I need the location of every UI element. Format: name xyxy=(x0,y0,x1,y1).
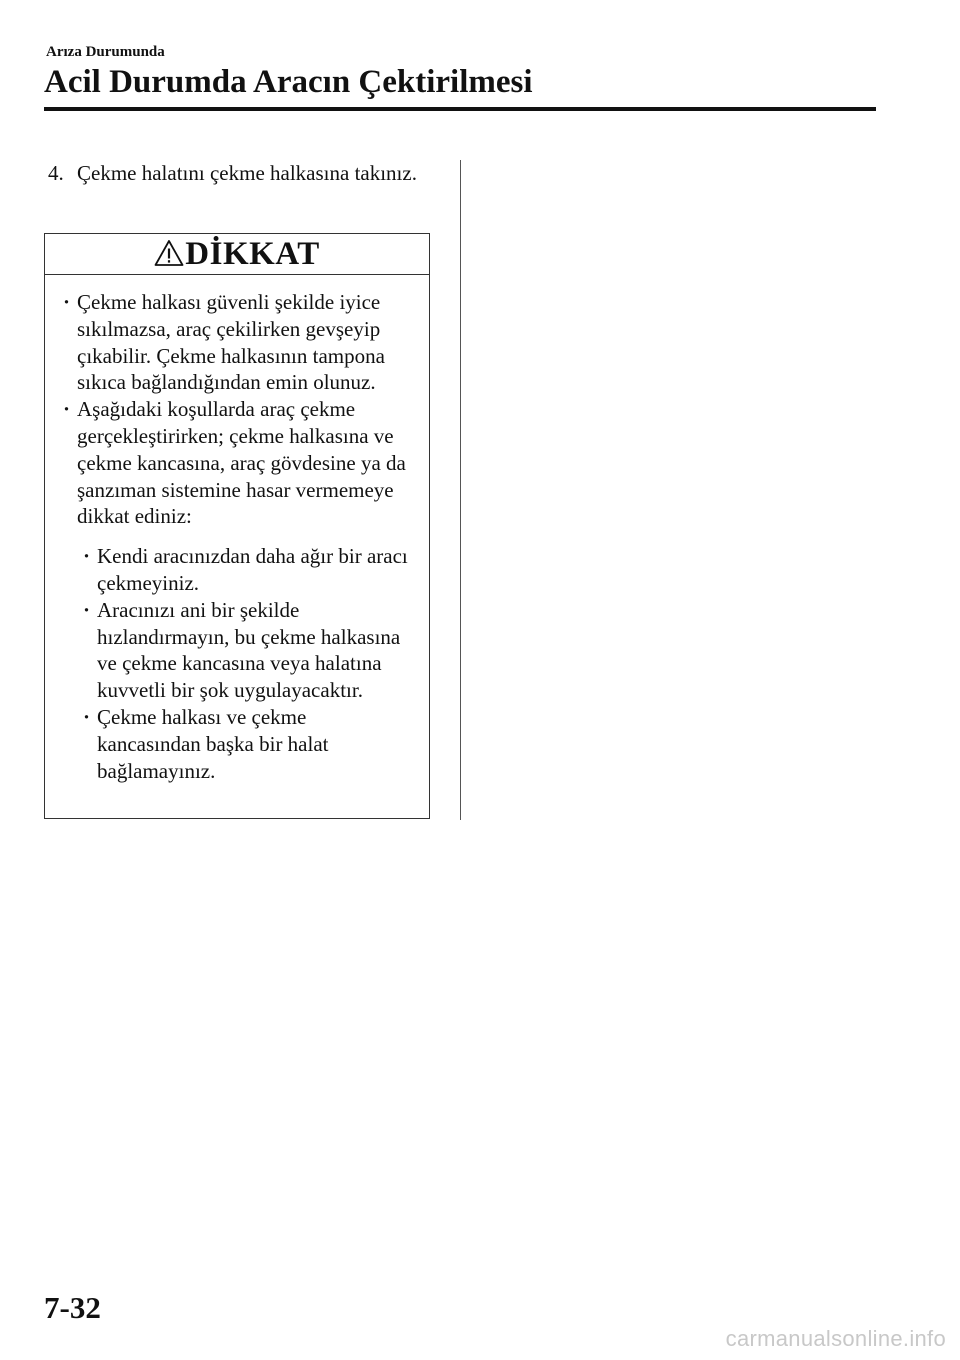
sub-bullet-wrapper xyxy=(59,543,415,784)
caution-sub-bullet: · Aracınızı ani bir şekilde hızlandırmayın, bu çekme halkasına ve çekme kancasına veya halatına kuvvetli bir şok uygulayacaktır. xyxy=(79,597,415,704)
caution-bullet-list xyxy=(59,289,415,530)
column-divider xyxy=(460,160,461,820)
caution-bullet: · Çekme halkası güvenli şekilde iyice sıkılmazsa, araç çekilirken gevşeyip çıkabilir. Çekme halkasının tampona sıkıca bağlandığından emin olunuz. xyxy=(59,289,415,396)
step-text: Çekme halatını çekme halkasına takınız. xyxy=(77,161,417,185)
caution-sub-bullet: · Çekme halkası ve çekme kancasından başka bir halat bağlamayınız. xyxy=(79,704,415,784)
caution-body xyxy=(45,275,429,784)
caution-sub-bullet: · Kendi aracınızdan daha ağır bir aracı çekmeyiniz. xyxy=(79,543,415,597)
section-label: Arıza Durumunda xyxy=(46,44,165,60)
title-rule xyxy=(44,107,876,111)
caution-box xyxy=(44,233,430,819)
caution-sub-bullet-list xyxy=(79,543,415,784)
page-title: Acil Durumda Aracın Çektirilmesi xyxy=(44,64,533,100)
caution-title: DİKKAT xyxy=(185,235,320,272)
step-item xyxy=(48,160,428,187)
warning-triangle-icon xyxy=(154,239,184,267)
page-number: 7-32 xyxy=(44,1290,101,1325)
watermark: carmanualsonline.info xyxy=(725,1326,946,1351)
caution-bullet: · Aşağıdaki koşullarda araç çekme gerçekleştirirken; çekme halkasına ve çekme kancasına, araç gövdesine ya da şanzıman sistemine hasar vermemeye dikkat ediniz: xyxy=(59,396,415,530)
caution-header xyxy=(45,234,429,275)
step-number: 4. xyxy=(48,161,64,185)
